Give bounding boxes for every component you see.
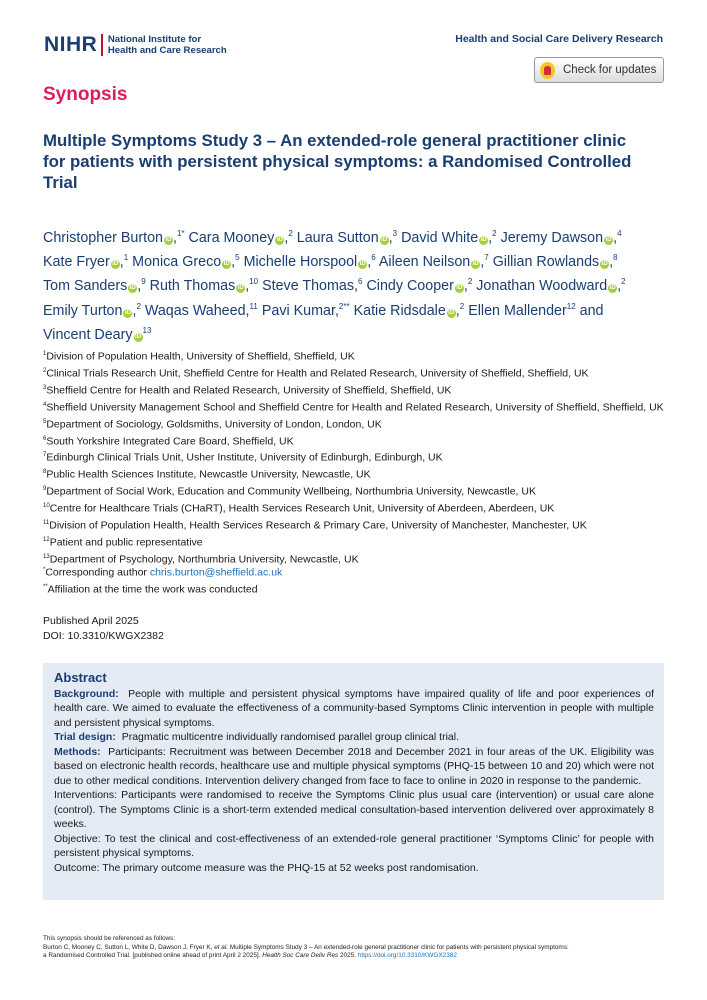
author-affiliation-number: 2** [338, 302, 350, 312]
author-name: David White [401, 229, 479, 246]
author [43, 230, 185, 246]
design-label: Trial design: [54, 731, 116, 743]
background-label: Background: [54, 687, 119, 700]
author-separator: , [488, 229, 493, 246]
orcid-icon[interactable]: iD [605, 236, 612, 243]
journal-name: Health and Social Care Delivery Research [455, 33, 663, 45]
bookmark-icon [540, 62, 555, 79]
author-separator: , [455, 302, 460, 319]
author-separator: , [463, 278, 468, 295]
orcid-icon[interactable]: iD [480, 236, 487, 243]
author-affiliation-number: 6 [371, 253, 376, 263]
author-separator: , [354, 278, 358, 295]
author [244, 254, 376, 270]
affiliation-number: 11 [43, 520, 50, 527]
author-separator: , [137, 278, 142, 295]
affiliation-text: Centre for Healthcare Trials (CHaRT), Health Services Research Unit, University of Aberdeen, Aberdeen, UK [49, 502, 555, 515]
author-name: Kate Fryer [43, 254, 110, 271]
author-affiliation-number: 2 [459, 302, 465, 312]
affiliation-list [43, 347, 668, 567]
citation-doi-link[interactable]: https://doi.org/10.3310/KWGX2382 [357, 952, 457, 959]
orcid-icon[interactable]: iD [448, 309, 455, 316]
abstract-outcome: Outcome: The primary outcome measure was the PHQ-15 at 52 weeks post randomisation. [54, 861, 479, 874]
author-separator: , [245, 302, 250, 319]
affiliation-item [43, 448, 668, 465]
author-name: Aileen Neilson [378, 254, 471, 271]
abstract-background [54, 687, 654, 731]
author-affiliation-number: 1* [176, 229, 185, 238]
orcid-icon[interactable]: iD [112, 261, 119, 268]
affiliation-text: Division of Population Health, Health Services Research & Primary Care, University of Manchester, Manchester, UK [49, 519, 587, 532]
author [145, 303, 258, 319]
author-separator: , [231, 254, 236, 271]
author-name: Cindy Cooper [366, 278, 454, 295]
citation-year: 2025. [338, 952, 358, 959]
citation-footer [43, 935, 673, 961]
author-name: Michelle Horspool [243, 254, 358, 271]
author [468, 303, 575, 319]
author-affiliation-number: 3 [392, 229, 398, 238]
affiliation-text: Sheffield University Management School and Sheffield Centre for Health and Related Research, University of Sheffield, Sheffield, UK [46, 401, 664, 414]
author [150, 278, 258, 294]
affiliation-item [43, 347, 668, 364]
affiliation-item [43, 432, 668, 449]
affiliation-number: 8 [43, 469, 47, 476]
background-text: People with multiple and persistent physical symptoms have impaired quality of life and poor experiences of health care. We aimed to evaluate the effectiveness of a community-based Symptoms Clinic intervention in people with multiple and persistent physical symptoms. [54, 687, 654, 729]
affiliation-item [43, 533, 668, 550]
published-date: Published April 2025 [43, 615, 139, 627]
author [132, 254, 239, 270]
logo-divider [101, 34, 103, 56]
author-name: Jeremy Dawson [500, 229, 604, 246]
orcid-icon[interactable]: iD [381, 236, 388, 243]
correspondence [43, 563, 282, 596]
citation-line-3 [43, 952, 673, 961]
author-separator: , [613, 229, 618, 246]
abstract-heading: Abstract [54, 670, 107, 685]
author-separator: , [609, 254, 614, 271]
author-name: Laura Sutton [296, 229, 379, 246]
author-affiliation-number: 5 [235, 253, 240, 263]
methods-label: Methods: [54, 745, 101, 758]
author-separator: , [119, 254, 124, 271]
orcid-icon[interactable]: iD [472, 261, 479, 268]
author [43, 327, 151, 343]
citation-title-end: a Randomised Controlled Trial. [published online ahead of print April 2 2025]. [43, 952, 263, 959]
author-affiliation-number: 11 [249, 302, 258, 312]
affiliation-item [43, 415, 668, 432]
orcid-icon[interactable]: iD [456, 285, 463, 292]
author-affiliation-number: 1 [123, 253, 129, 263]
logo-line-1: National Institute for [107, 34, 202, 45]
author [379, 254, 489, 270]
affiliation-number: 7 [43, 452, 47, 459]
logo-text [108, 34, 227, 56]
author [366, 278, 472, 294]
author-affiliation-number: 2 [492, 229, 497, 238]
orcid-icon[interactable]: iD [359, 261, 366, 268]
section-label: Synopsis [43, 84, 128, 105]
footnote-mark: ** [43, 583, 48, 590]
affiliation-number: 9 [43, 486, 47, 493]
orcid-icon[interactable]: iD [223, 261, 230, 268]
affiliation-item [43, 398, 668, 415]
affiliation-text: Clinical Trials Research Unit, Sheffield Centre for Health and Related Research, University of Sheffield, Sheffield, UK [46, 367, 589, 380]
author-affiliation-number: 9 [141, 277, 146, 287]
author [354, 303, 465, 319]
orcid-icon[interactable]: iD [601, 261, 608, 268]
author-name: Emily Turton [43, 302, 123, 319]
author-email-link[interactable]: chris.burton@sheffield.ac.uk [149, 566, 283, 579]
methods-text: Participants: Recruitment was between December 2018 and December 2021 in four areas of the UK. Eligibility was based on electronic health records, healthcare use and multiple physical symptoms (PHQ-15 between 10 and 20) which were not due to other medical conditions. Intervention delivery changed from face to face to online in 2020 in response to the pandemic. [54, 745, 654, 787]
affiliation-text: Department of Sociology, Goldsmiths, University of London, London, UK [46, 418, 382, 431]
affiliation-text: Edinburgh Clinical Trials Unit, Usher Institute, University of Edinburgh, Edinburgh, UK [46, 451, 443, 464]
author-affiliation-number: 2 [136, 302, 141, 312]
author-separator: , [173, 229, 177, 246]
affiliation-text: Sheffield Centre for Health and Related Research, University of Sheffield, Sheffield, UK [46, 384, 452, 397]
citation-line-2 [43, 944, 673, 953]
paper-title: Multiple Symptoms Study 3 – An extended-role general practitioner clinic for patients with persistent physical symptoms: a Randomised Controlled Trial [43, 131, 632, 192]
affiliation-item [43, 364, 668, 381]
author-name: Pavi Kumar [261, 302, 335, 319]
citation-authors: Burton C, Mooney C, Sutton L, White D, Dawson J, Fryer K, [43, 943, 215, 951]
affiliation-number: 10 [43, 503, 50, 510]
citation-journal: Health Soc Care Deliv Res [262, 952, 339, 959]
check-for-updates-button[interactable] [534, 57, 664, 83]
author-separator: , [284, 229, 289, 246]
author-name: Ruth Thomas [149, 278, 236, 295]
affiliation-number: 13 [43, 553, 50, 560]
check-updates-label: Check for updates [563, 64, 657, 76]
affiliation-text: South Yorkshire Integrated Care Board, Sheffield, UK [46, 435, 294, 448]
authors-and: and [579, 302, 604, 319]
abstract-box [43, 663, 664, 900]
affiliation-number: 4 [43, 401, 47, 408]
author [493, 254, 618, 270]
affiliation-item [43, 499, 668, 516]
footnote-mark: * [43, 567, 46, 573]
affiliation-note-line [43, 580, 282, 597]
corresponding-label: Corresponding author [45, 566, 150, 579]
orcid-icon[interactable]: iD [135, 334, 142, 341]
citation-title: Multiple Symptoms Study 3 – An extended-role general practitioner clinic for patients with persistent physical symptoms: [228, 943, 569, 951]
affiliation-number: 2 [43, 367, 47, 374]
design-text: Pragmatic multicentre individually randomised parallel group clinical trial. [121, 731, 460, 743]
author [297, 230, 397, 246]
author-affiliation-number: 10 [249, 277, 259, 287]
citation-intro: This synopsis should be referenced as follows: [43, 935, 176, 942]
author-affiliation-number: 6 [358, 277, 363, 287]
orcid-icon[interactable]: iD [237, 285, 244, 292]
abstract-design [54, 730, 654, 745]
author-separator: , [334, 302, 339, 319]
author-affiliation-number: 2 [621, 277, 626, 287]
author [43, 303, 141, 319]
affiliation-number: 1 [43, 351, 47, 357]
affiliation-text: Public Health Sciences Institute, Newcastle University, Newcastle, UK [46, 468, 371, 481]
author-affiliation-number: 2 [467, 277, 473, 287]
affiliation-item [43, 516, 668, 533]
affiliation-number: 12 [43, 536, 50, 543]
author-name: Tom Sanders [43, 278, 128, 295]
orcid-icon[interactable]: iD [609, 285, 616, 292]
author-name: Gillian Rowlands [492, 254, 600, 271]
author-separator: , [132, 302, 137, 319]
affiliation-number: 3 [43, 384, 47, 391]
author [262, 303, 350, 319]
author-name: Ellen Mallender [468, 302, 567, 319]
author [401, 230, 497, 246]
publication-info [43, 614, 164, 643]
author-name: Cara Mooney [188, 229, 275, 246]
author-separator: , [388, 229, 393, 246]
author-name: Steve Thomas [262, 278, 355, 295]
orcid-icon[interactable]: iD [276, 236, 283, 243]
author-separator: , [245, 278, 250, 295]
orcid-icon[interactable]: iD [124, 309, 131, 316]
author [43, 254, 128, 270]
affiliation-item [43, 465, 668, 482]
doi: DOI: 10.3310/KWGX2382 [43, 629, 164, 642]
orcid-icon[interactable]: iD [165, 236, 172, 243]
author-name: Vincent Deary [43, 327, 133, 344]
nihr-logo [44, 33, 227, 57]
author-list [43, 224, 673, 346]
affiliation-text: Department of Social Work, Education and Community Wellbeing, Northumbria University, Newcastle, UK [46, 485, 536, 498]
abstract-interventions: Interventions: Participants were randomised to receive the Symptoms Clinic plus usual care (intervention) or usual care alone (control). The Symptoms Clinic is a short-term extended medical consultation-based intervention delivered over approximately 8 weeks. [54, 789, 654, 830]
affiliation-text: Department of Psychology, Northumbria University, Newcastle, UK [49, 553, 359, 566]
affiliation-number: 6 [43, 435, 47, 442]
corresponding-author-line [43, 563, 282, 580]
affiliation-number: 5 [43, 418, 47, 425]
abstract-methods [54, 745, 654, 789]
affiliation-text: Division of Population Health, University of Sheffield, Sheffield, UK [46, 350, 355, 363]
author [43, 278, 146, 294]
author-affiliation-number: 8 [613, 253, 618, 263]
logo-mark: NIHR [44, 33, 98, 56]
author [476, 278, 625, 294]
author-separator: , [367, 254, 372, 271]
logo-line-2: Health and Care Research [107, 45, 227, 56]
author-separator: , [480, 254, 485, 271]
author [189, 230, 293, 246]
author-name: Waqas Waheed [144, 302, 246, 319]
author-name: Christopher Burton [43, 229, 163, 246]
citation-etal: et al. [214, 943, 229, 951]
author-affiliation-number: 13 [142, 326, 152, 336]
author [262, 278, 362, 294]
affiliation-note: Affiliation at the time the work was conducted [47, 583, 258, 595]
affiliation-text: Patient and public representative [49, 536, 203, 549]
author-name: Monica Greco [132, 254, 222, 271]
abstract-objective: Objective: To test the clinical and cost-effectiveness of an extended-role general practitioner ‘Symptoms Clinic’ for people with persistent physical symptoms. [54, 832, 654, 859]
author-separator: , [617, 278, 622, 295]
author-affiliation-number: 12 [566, 302, 576, 312]
author-affiliation-number: 2 [288, 229, 293, 238]
author-affiliation-number: 4 [617, 229, 622, 238]
orcid-icon[interactable]: iD [129, 285, 136, 292]
author-affiliation-number: 7 [484, 253, 489, 263]
author-name: Katie Ridsdale [353, 302, 446, 319]
author-name: Jonathan Woodward [476, 278, 608, 295]
author [501, 230, 622, 246]
affiliation-item [43, 381, 668, 398]
affiliation-item [43, 482, 668, 499]
